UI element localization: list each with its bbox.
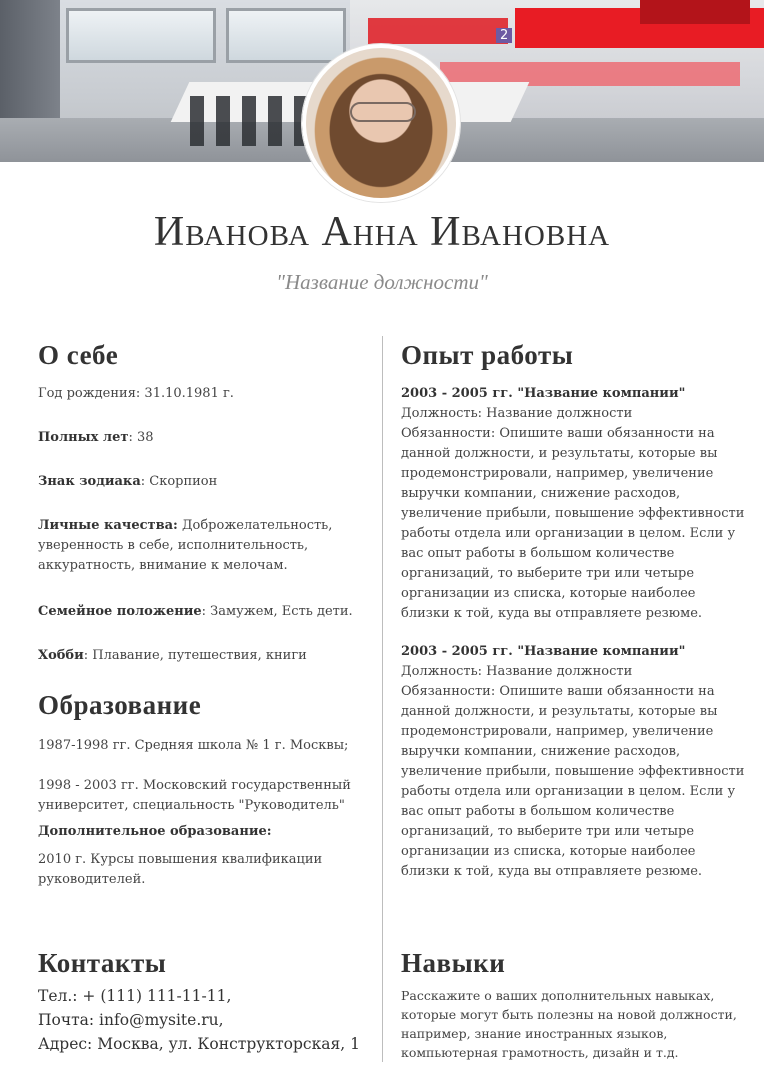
extra-education-label <box>38 822 368 842</box>
qualities-label: Личные качества: <box>38 518 178 533</box>
family-value: : Замужем, Есть дети. <box>201 604 353 619</box>
job-title: "Название должности" <box>276 270 488 294</box>
extra-education-item: 2010 г. Курсы повышения квалификации руководителей. <box>38 852 323 887</box>
job-entry <box>401 642 747 882</box>
job-period <box>401 642 747 662</box>
skills-heading: Навыки <box>401 948 506 978</box>
job-entry <box>401 384 747 624</box>
red-glass-panel <box>640 0 750 24</box>
experience-heading: Опыт работы <box>401 340 574 370</box>
job-duties: Обязанности: Опишите ваши обязанности на данной должности, и результаты, которые вы продемонстрировали, например, увеличение выручки компании, снижение расходов, увеличение прибыли, повышение эффективности работы отдела или организации в целом. Если у вас опыт работы в большом количестве организаций, то выберите три или четыре организации из списка, которые наиболее близки к той, куда вы отправляете резюме. <box>401 684 745 879</box>
zodiac-line <box>38 472 368 492</box>
education-item: 1987-1998 гг. Средняя школа № 1 г. Москвы; <box>38 738 349 753</box>
age-label: Полных лет <box>38 430 129 445</box>
glasses-shape <box>350 102 416 122</box>
extra-education-title: Дополнительное образование: <box>38 824 272 839</box>
age-value: : 38 <box>128 430 154 445</box>
profile-photo <box>302 44 460 202</box>
room-number-sign: 2 <box>496 28 512 43</box>
job-duties: Обязанности: Опишите ваши обязанности на данной должности, и результаты, которые вы продемонстрировали, например, увеличение выручки компании, снижение расходов, увеличение прибыли, повышение эффективности работы отдела или организации в целом. Если у вас опыт работы в большом количестве организаций, то выберите три или четыре организации из списка, которые наиболее близки к той, куда вы отправляете резюме. <box>401 426 745 621</box>
contact-list <box>38 984 368 1056</box>
zodiac-value: : Скорпион <box>140 474 218 489</box>
about-heading: О себе <box>38 340 119 370</box>
person-name: Иванова Анна Ивановна <box>153 209 611 255</box>
qualities-value: Доброжелательность, уверенность в себе, исполнительность, аккуратность, внимание к мелочам. <box>38 518 333 573</box>
job-role: Должность: Название должности <box>401 406 633 421</box>
education-item: 1998 - 2003 гг. Московский государственный университет, специальность "Руководитель" <box>38 778 351 813</box>
contact-email: Почта: info@mysite.ru, <box>38 1011 224 1029</box>
hobby-label: Хобби <box>38 648 84 663</box>
red-glass-panel <box>368 18 508 44</box>
education-heading: Образование <box>38 690 202 720</box>
hobby-line <box>38 646 368 666</box>
job-period <box>401 384 747 404</box>
qualities-line <box>38 516 368 576</box>
family-line <box>38 602 368 622</box>
job-role: Должность: Название должности <box>401 664 633 679</box>
family-label: Семейное положение <box>38 604 202 619</box>
office-chairs <box>190 96 310 146</box>
job-period-text: 2003 - 2005 гг. "Название компании" <box>401 386 686 401</box>
office-window <box>66 8 216 63</box>
contact-phone: Тел.: + (111) 111-11-11, <box>38 987 232 1005</box>
column-divider <box>382 336 383 1062</box>
contact-address: Адрес: Москва, ул. Конструкторская, 1 <box>38 1035 360 1053</box>
skills-text: Расскажите о ваших дополнительных навыках, которые могут быть полезны на новой должности, например, знание иностранных языков, компьютерная грамотность, дизайн и т.д. <box>401 988 737 1060</box>
zodiac-label: Знак зодиака <box>38 474 141 489</box>
hobby-value: : Плавание, путешествия, книги <box>83 648 307 663</box>
birth-year: Год рождения: 31.10.1981 г. <box>38 386 234 401</box>
office-window <box>226 8 346 63</box>
age-line <box>38 428 368 448</box>
job-period-text: 2003 - 2005 гг. "Название компании" <box>401 644 686 659</box>
contacts-heading: Контакты <box>38 948 167 978</box>
